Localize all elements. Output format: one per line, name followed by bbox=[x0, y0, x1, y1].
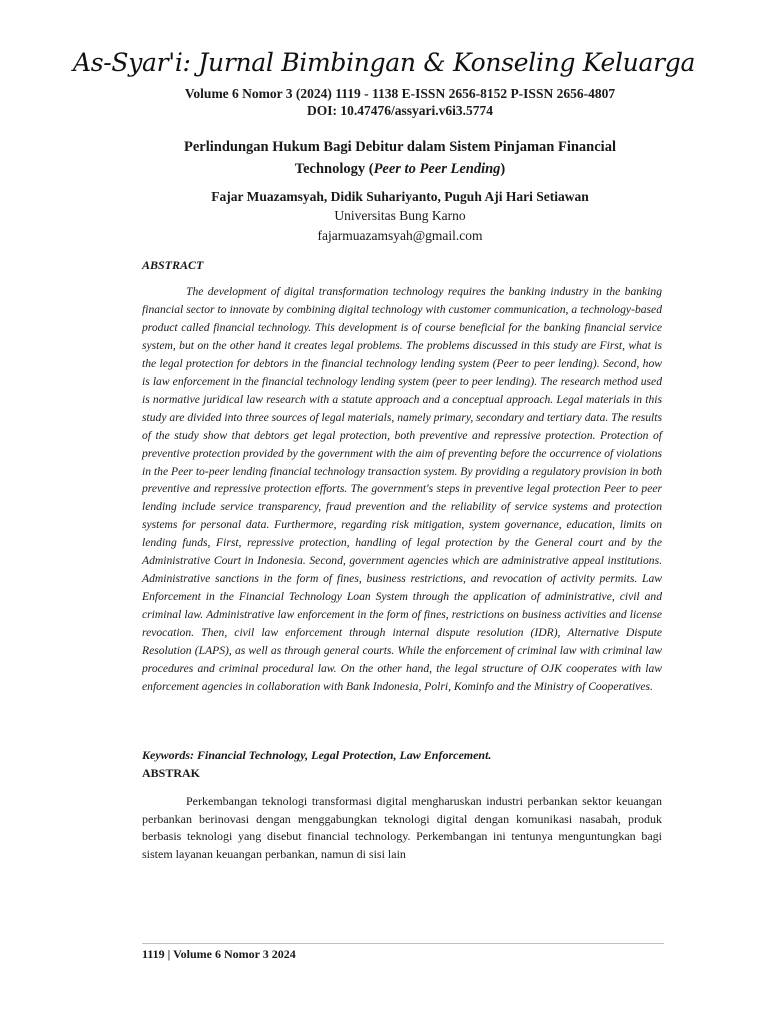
abstrak-heading: ABSTRAK bbox=[142, 766, 201, 780]
footer-divider bbox=[142, 943, 664, 944]
volume-issn-line: Volume 6 Nomor 3 (2024) 1119 - 1138 E-ISSN 2656-8152 P-ISSN 2656-4807 bbox=[184, 86, 616, 101]
journal-name: As-Syar'i: Jurnal Bimbingan & Konseling Keluarga bbox=[72, 48, 696, 77]
doi-line: DOI: 10.47476/assyari.v6i3.5774 bbox=[306, 103, 493, 118]
abstrak-text: Perkembangan teknologi transformasi digital mengharuskan industri perbankan sektor keuangan perbankan berinovasi dengan menggabungkan teknologi digital dengan komunikasi nasabah, produk berbasis teknologi yang disebut financial technology. Perkembangan ini tentunya menguntungkan bagi sistem layanan keuangan perbankan, namun di sisi lain bbox=[142, 794, 662, 861]
abstract-text: The development of digital transformation technology requires the banking industry in the banking financial sector to innovate by combining digital technology with customer communication, a technology-based product called financial technology. This development is of course beneficial for the banking financial service system, but on the other hand it creates legal problems. The problems discussed in this study are First, what is the legal protection for debtors in the financial technology lending system (Peer to peer lending). Second, how is law enforcement in the financial technology lending system (peer to peer lending). The research method used is normative juridical law research with a statute approach and a conceptual approach. Legal materials in this study are divided into three sources of legal materials, namely primary, secondary and tertiary data. The results of the study show that debtors get legal protection, both preventive and repressive protection. Protection of preventive protection provided by the government with the aim of preventing before the occurrence of violations in the Peer to-peer lending financial technology transaction system. By providing a regulatory provision in both preventive and repressive protection efforts. The government's steps in preventive legal protection Peer to peer lending include service transparency, fraud prevention and the reliability of service systems and protection systems for personal data. Furthermore, regarding risk mitigation, system governance, education, limits on lending funds, First, repressive protection, handling of legal protection by the General court and by the Administrative Court in Indonesia. Second, government agencies which are administrative appeal institutions. Administrative sanctions in the form of fines, business restrictions, and revocation of activity permits. Law Enforcement in the Financial Technology Loan System through the application of administrative, civil and criminal law. Administrative law enforcement in the form of fines, restrictions on business activities and license revocation. Then, civil law enforcement through internal dispute resolution (IDR), Alternative Dispute Resolution (LAPS), as well as through general courts. While the enforcement of criminal law with criminal law procedures and criminal procedural law. On the other hand, the legal structure of OJK cooperates with law enforcement agencies in collaboration with Bank Indonesia, Polri, Kominfo and the Ministry of Cooperatives. bbox=[142, 285, 662, 693]
article-title bbox=[150, 136, 650, 180]
abstract-heading: ABSTRACT bbox=[142, 258, 204, 272]
article-title-italic: Peer to Peer Lending bbox=[373, 161, 501, 177]
article-title-close: ) bbox=[500, 161, 506, 177]
author-email: fajarmuazamsyah@gmail.com bbox=[317, 228, 483, 243]
article-title-main: Perlindungan Hukum Bagi Debitur dalam Sistem Pinjaman Financial Technology ( bbox=[184, 139, 616, 177]
article-authors: Fajar Muazamsyah, Didik Suhariyanto, Puguh Aji Hari Setiawan bbox=[211, 189, 589, 204]
keywords: Keywords: Financial Technology, Legal Protection, Law Enforcement. bbox=[142, 748, 492, 762]
author-affiliation: Universitas Bung Karno bbox=[334, 208, 466, 223]
page-footer: 1119 | Volume 6 Nomor 3 2024 bbox=[142, 947, 296, 961]
